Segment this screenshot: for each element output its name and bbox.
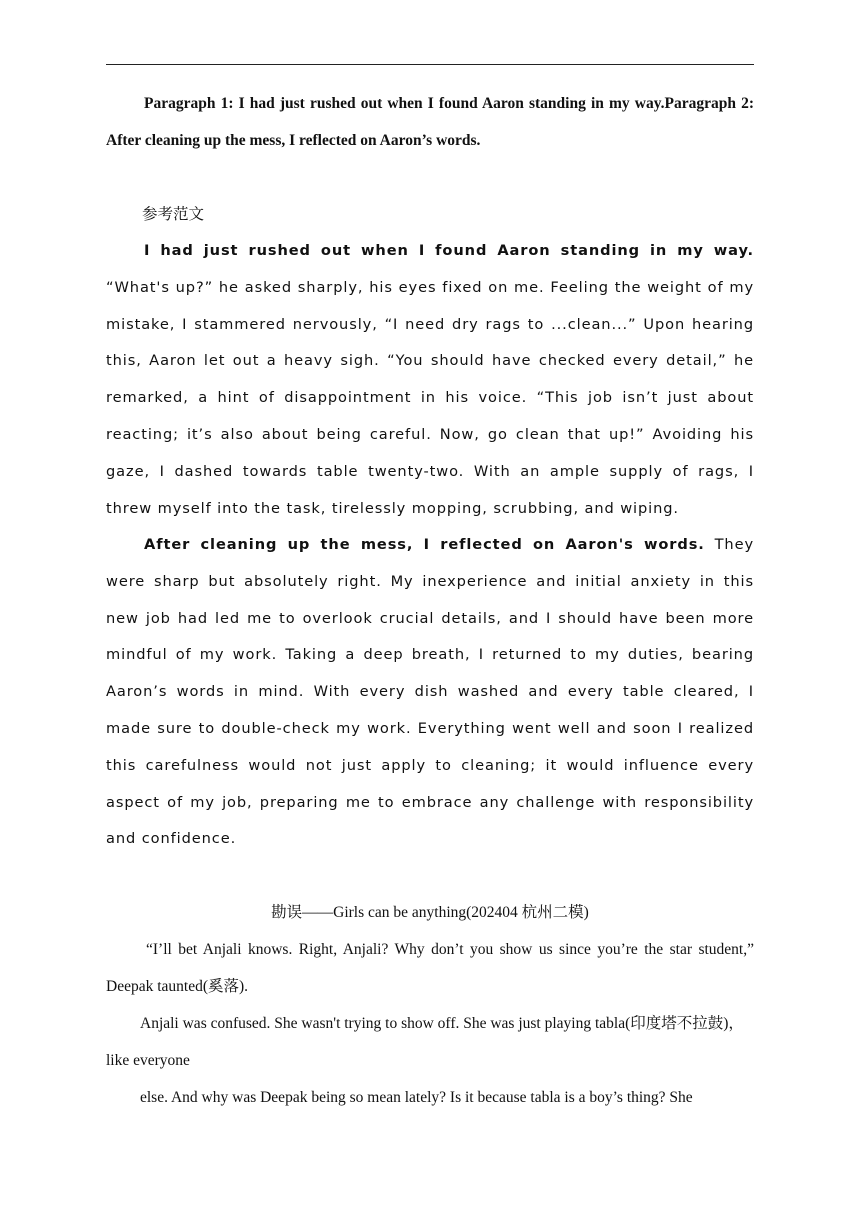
section-title: 勘误——Girls can be anything(202404 杭州二模) (271, 904, 589, 921)
essay-paragraph-2-lead: After cleaning up the mess, I reflected on Aaron's words. (144, 536, 705, 553)
essay-paragraph-1-body: “What's up?” he asked sharply, his eyes fixed on me. Feeling the weight of my mistake, I stammered nervously, “I need dry rags to ...clean...” Upon hearing this, Aaron let out a heavy sigh. “You should have checked every detail,” he remarked, a hint of disappointment in his voice. “This job isn’t just about reacting; it’s also about being careful. Now, go clean that up!” Avoiding his gaze, I dashed towards table twenty-two. With an ample supply of rags, I threw myself into the task, tirelessly mopping, scrubbing, and wiping. (106, 278, 754, 517)
story-paragraph-2: Anjali was confused. She wasn't trying to show off. She was just playing tabla(印度塔不拉鼓)，like everyone (106, 1015, 744, 1069)
essay-paragraph-1 (106, 233, 754, 527)
model-essay-heading: 参考范文 (142, 205, 205, 223)
essay-paragraph-2 (106, 527, 754, 858)
essay-paragraph-1-lead: I had just rushed out when I found Aaron standing in my way. (144, 242, 754, 259)
story-paragraph-1: “I’ll bet Anjali knows. Right, Anjali? Why don’t you show us since you’re the star student,” Deepak taunted(奚落). (106, 941, 754, 995)
story-paragraph-3: else. And why was Deepak being so mean lately? Is it because tabla is a boy’s thing? She (140, 1089, 693, 1106)
top-rule (106, 64, 754, 65)
paragraph-prompt: Paragraph 1: I had just rushed out when I found Aaron standing in my way.Paragraph 2: After cleaning up the mess, I reflected on Aaron’s words. (106, 95, 754, 149)
essay-paragraph-2-body: They were sharp but absolutely right. My inexperience and initial anxiety in this new job had led me to overlook crucial details, and I should have been more mindful of my work. Taking a deep breath, I returned to my duties, bearing Aaron’s words in mind. With every dish washed and every table cleared, I made sure to double-check my work. Everything went well and soon I realized this carefulness would not just apply to cleaning; it would influence every aspect of my job, preparing me to embrace any challenge with responsibility and confidence. (106, 536, 754, 848)
